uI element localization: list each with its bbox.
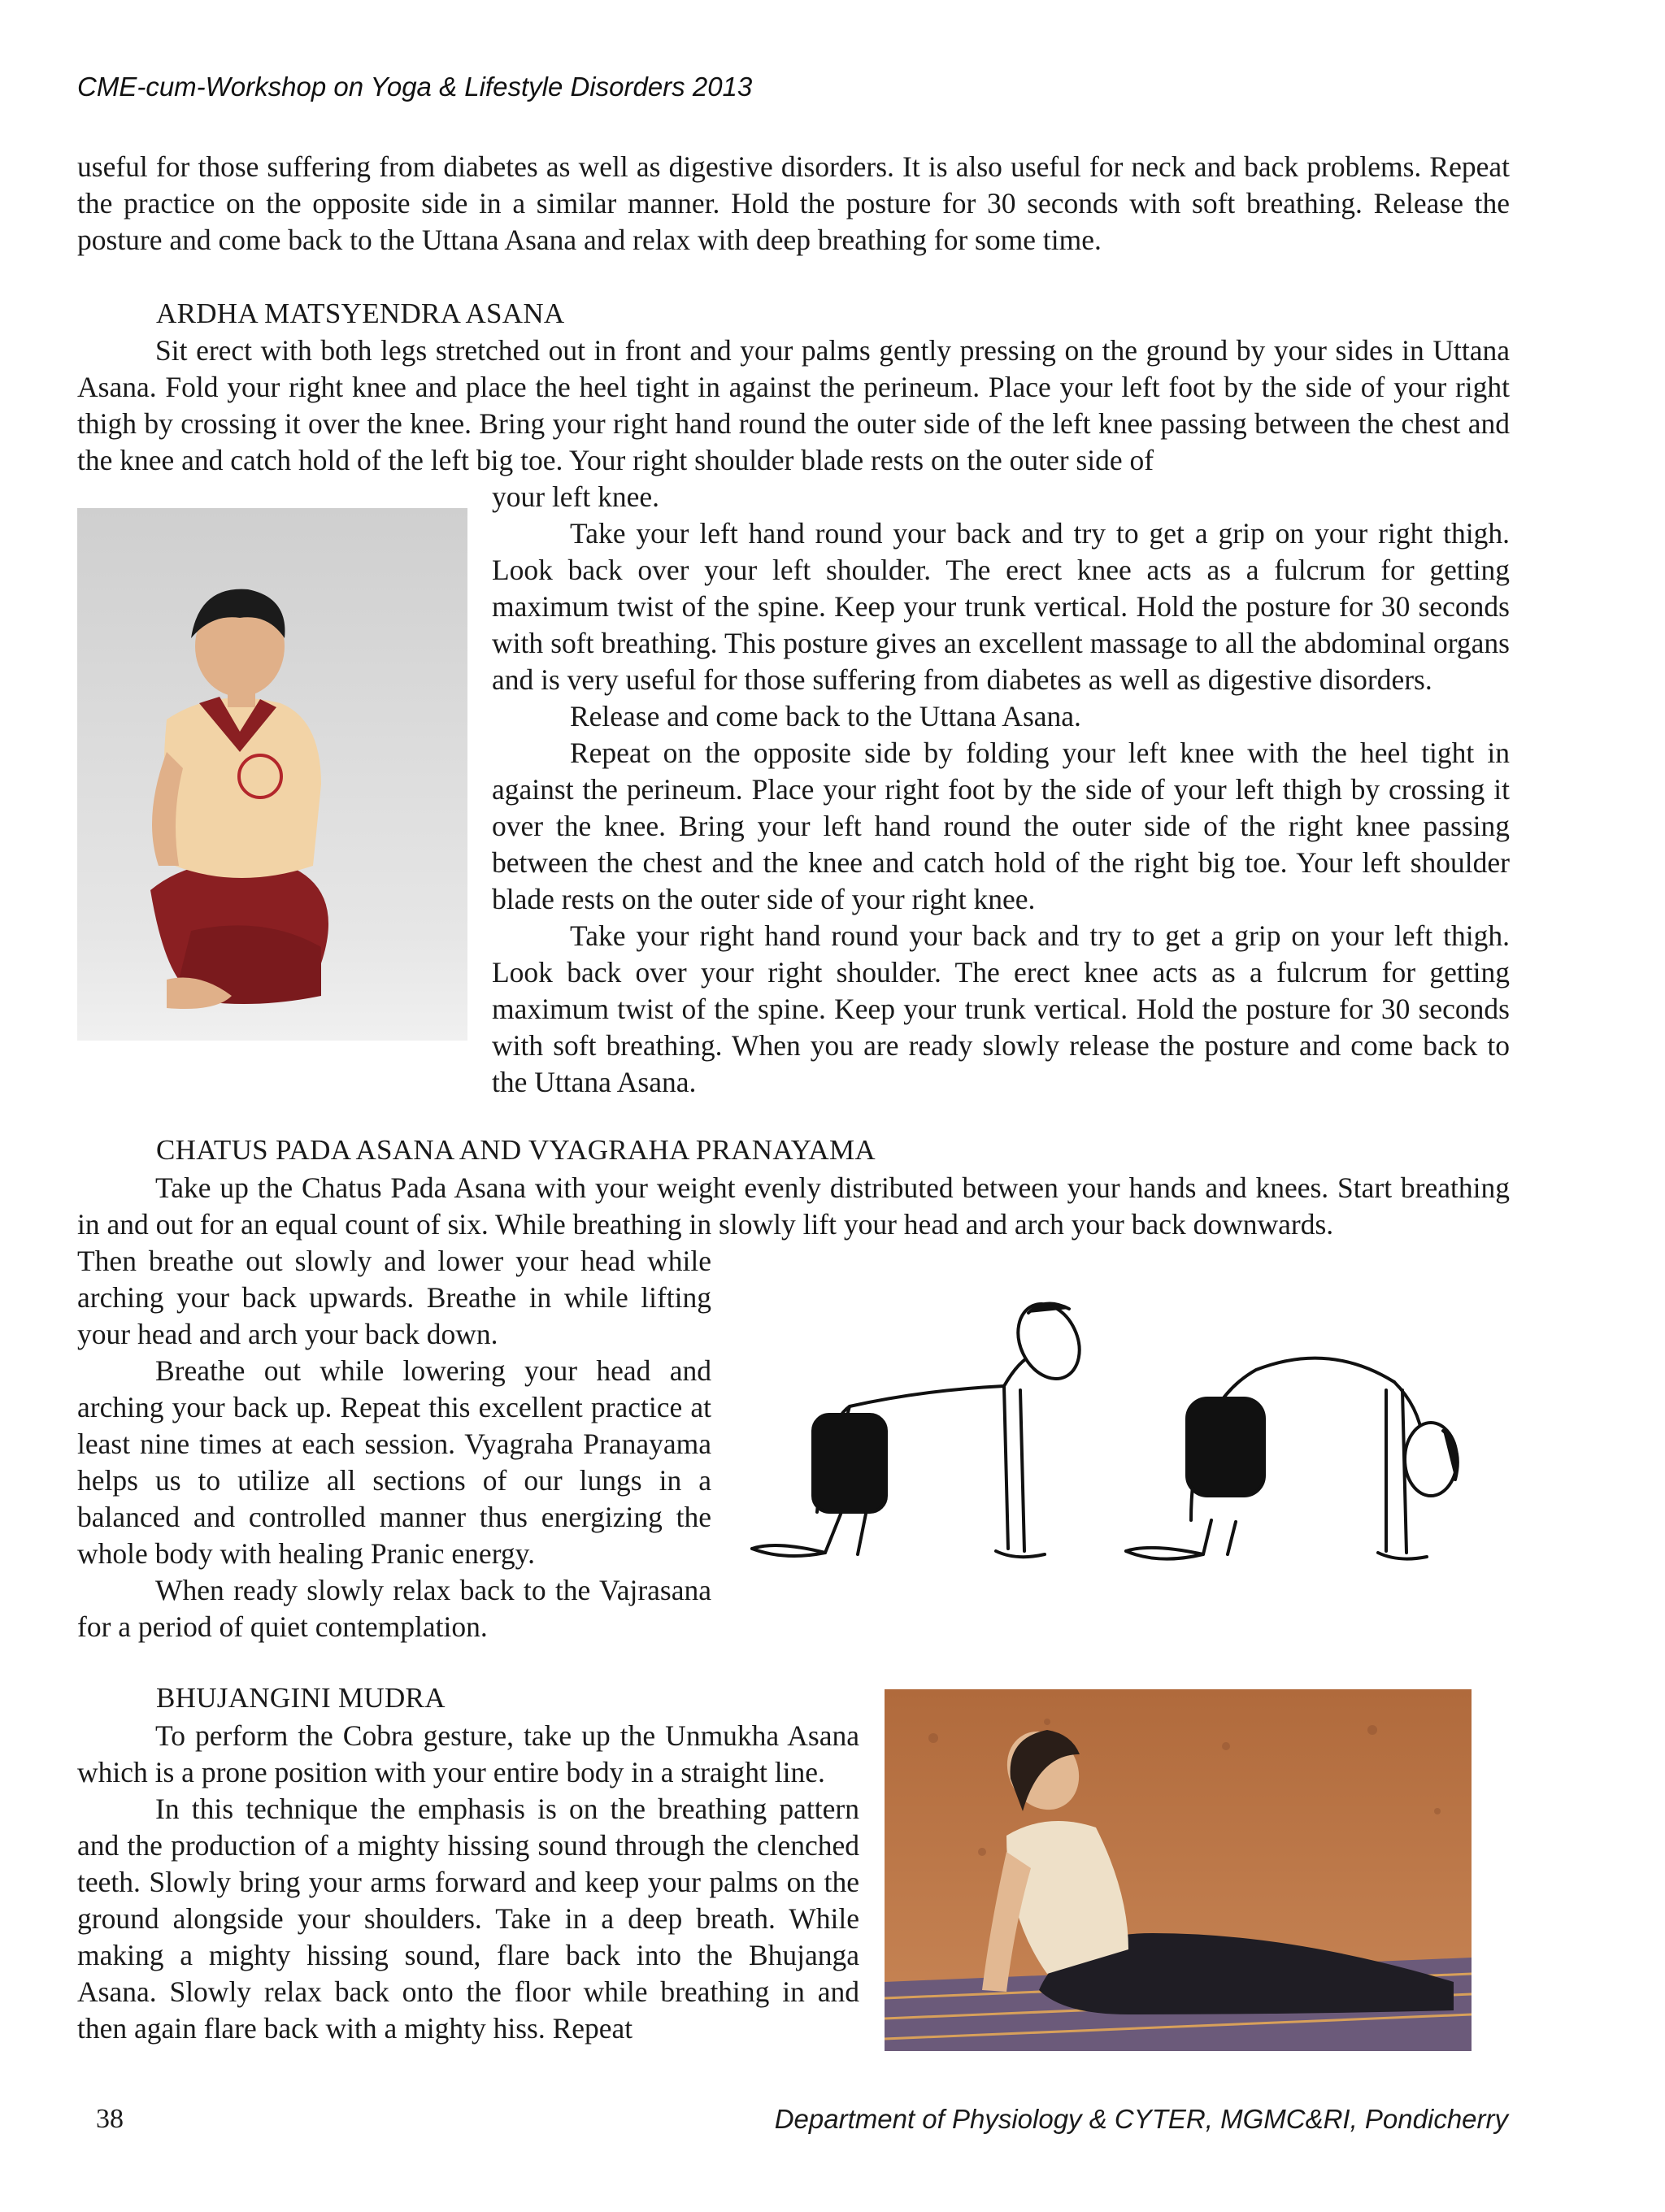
ardha-matsyendra-paragraph-3: Release and come back to the Uttana Asana. [570,700,1081,732]
vyagraha-pranayama-illustration [736,1293,1508,1601]
chatus-pada-paragraph-3: When ready slowly relax back to the Vajrasana for a period of quiet contemplation. [77,1574,711,1643]
bhujangini-mudra-paragraph-2: In this technique the emphasis is on the breathing pattern and the production of a mighty hissing sound through the clenched teeth. Slowly bring your arms forward and keep your palms on the ground alongside your shoulders. Take in a deep breath. While making a mighty hissing sound, flare back into the Bhujanga Asana. Slowly relax back onto the floor while breathing in and then again flare back with a mighty hiss. Repeat [77,1793,859,2045]
section-heading-chatus-pada: CHATUS PADA ASANA AND VYAGRAHA PRANAYAMA [156,1134,876,1166]
section-heading-ardha-matsyendra: ARDHA MATSYENDRA ASANA [156,298,565,329]
ardha-matsyendra-photo [77,508,467,1041]
ardha-matsyendra-paragraph-4: Repeat on the opposite side by folding your left knee with the heel tight in against the perineum. Place your right foot by the side of your left thigh by crossing it over the knee. Bring your left hand round the outer side of the right knee passing between the chest and the knee and catch hold of the right big toe. Your left shoulder blade rests on the outer side of your right knee. [492,737,1510,915]
section-heading-bhujangini-mudra: BHUJANGINI MUDRA [156,1682,446,1714]
ardha-matsyendra-paragraph-1-tail: your left knee. [492,480,660,513]
ardha-matsyendra-paragraph-2: Take your left hand round your back and try to get a grip on your right thigh. Look back over your left shoulder. The erect knee acts as a fulcrum for getting maximum twist of the spine. Keep your trunk vertical. Hold the posture for 30 seconds with soft breathing. This posture gives an excellent massage to all the abdominal organs and is very useful for those suffering from diabetes as well as digestive disorders. [492,517,1510,696]
running-footer: Department of Physiology & CYTER, MGMC&RI, Pondicherry [774,2104,1508,2134]
ardha-matsyendra-paragraph-1: Sit erect with both legs stretched out in front and your palms gently pressing on the ground by your sides in Uttana Asana. Fold your right knee and place the heel tight in against the perineum. Place your left foot by the side of your right thigh by crossing it over the knee. Bring your right hand round the outer side of the left knee passing between the chest and the knee and catch hold of the left big toe. Your right shoulder blade rests on the outer side of [77,334,1510,476]
chatus-pada-paragraph-2: Breathe out while lowering your head and arching your back up. Repeat this excellent practice at least nine times at each session. Vyagraha Pranayama helps us to utilize all sections of our lungs in a balanced and controlled manner thus energizing the whole body with healing Pranic energy. [77,1354,711,1570]
bhujangini-mudra-photo [885,1689,1472,2051]
chatus-pada-paragraph-1: Take up the Chatus Pada Asana with your weight evenly distributed between your hands and knees. Start breathing in and out for an equal count of six. While breathing in slowly lift your head and arch your back downwards. [77,1171,1510,1241]
page-number: 38 [96,2104,124,2134]
ardha-matsyendra-paragraph-5: Take your right hand round your back and try to get a grip on your left thigh. Look back over your right shoulder. The erect knee acts as a fulcrum for getting maximum twist of the spine. Keep your trunk vertical. Hold the posture for 30 seconds with soft breathing. When you are ready slowly release the posture and come back to the Uttana Asana. [492,919,1510,1098]
chatus-pada-paragraph-1-tail: Then breathe out slowly and lower your head while arching your back upwards. Breathe in while lifting your head and arch your back down. [77,1245,711,1350]
bhujangini-mudra-paragraph-1: To perform the Cobra gesture, take up the Unmukha Asana which is a prone position with your entire body in a straight line. [77,1719,859,1788]
intro-paragraph: useful for those suffering from diabetes as well as digestive disorders. It is also useful for neck and back problems. Repeat the practice on the opposite side in a similar manner. Hold the posture for 30 seconds with soft breathing. Release the posture and come back to the Uttana Asana and relax with deep breathing for some time. [77,150,1510,256]
running-header: CME-cum-Workshop on Yoga & Lifestyle Disorders 2013 [77,72,753,102]
